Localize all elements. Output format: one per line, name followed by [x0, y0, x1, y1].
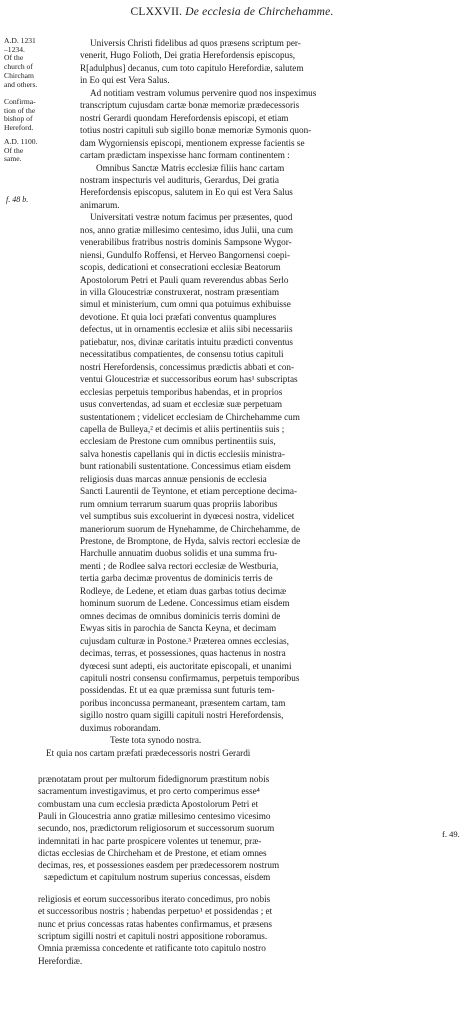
- text-line: scriptum sigilli nostri et capituli nostri appositione roboramus.: [38, 930, 268, 941]
- text-line: defectus, ut in ornamentis ecclesiæ et aliis sibi necessariis: [80, 324, 293, 335]
- text-line: poribus inconcussa permaneant, præsentem cartam, tam: [80, 697, 286, 708]
- text-line: capella de Bulleya,² et decimis et aliis pertinentiis suis ;: [80, 423, 285, 434]
- text-line: animarum.: [80, 199, 120, 210]
- text-line: Apostolorum Petri et Pauli quam reverendus abbas Serlo: [80, 274, 289, 285]
- text-line: Ad notitiam vestram volumus pervenire quod nos inspeximus: [90, 87, 317, 98]
- margin-note-line: Of the: [4, 53, 24, 63]
- text-line: Et quia nos cartam præfati prædecessoris nostri Gerardi: [46, 747, 251, 758]
- folio-marker-left: [6, 195, 28, 204]
- charter-title: De ecclesia de Chirchehamme.: [185, 6, 334, 18]
- text-line: in villa Gloucestriæ construxerat, nostram præsentiam: [80, 287, 280, 297]
- text-line: cujusdam culturæ in Postone.³ Præterea omnes ecclesias,: [80, 635, 289, 646]
- text-line: possidendas. Et ut ea quæ præmissa sunt futuris tem-: [80, 685, 275, 696]
- text-line: simul et ministerium, cum omni qua potuimus exhibuisse: [80, 299, 291, 310]
- text-line: salva honestis capellanis qui in dictis ecclesiis ministra-: [80, 448, 285, 459]
- text-line: niensi, Gundulfo Roffensi, et Herveo Bangornensi coepi-: [80, 249, 291, 260]
- text-line: in Eo qui est Vera Salus.: [80, 75, 170, 86]
- text-line: bunt rationabili sustentatione. Concessimus etiam eisdem: [80, 461, 291, 472]
- text-line: nunc et prius concessas ratas habentes confirmamus, et præsens: [38, 918, 272, 929]
- text-line: indemnitati in hac parte prospicere volentes ut tenemur, præ-: [38, 835, 262, 846]
- text-line: Universitati vestræ notum facimus per præsentes, quod: [90, 212, 293, 223]
- text-line: maneriorum suorum de Hynehamme, de Chirchehamme, de: [80, 523, 300, 534]
- text-line: prænotatam prout per multorum fidedignorum præstitum nobis: [38, 774, 270, 784]
- text-line: dyœcesi sunt adepti, eis auctoritate episcopali, et unanimi: [80, 660, 292, 671]
- folio-marker-right: f. 49.: [442, 829, 460, 839]
- text-line: decimas, terras, et possessiones, quas hactenus in nostra: [80, 648, 286, 659]
- text-line: patiebatur, nos, divinæ caritatis intuitu prædicti conventus: [80, 336, 293, 347]
- text-line: rum omnium terrarum suarum quas propriis laboribus: [80, 498, 278, 509]
- charter-number: CLXXVII.: [130, 6, 183, 18]
- text-line: vel sumptibus suis excoluerint in dyœcesi nostra, videlicet: [80, 511, 295, 522]
- text-line: dam Wygorniensis episcopi, mentionem expresse facientis se: [80, 137, 305, 148]
- margin-note: [4, 98, 70, 133]
- text-line: sigillo nostro quam sigilli capituli nostri Herefordensis,: [80, 710, 284, 721]
- text-line: nos, anno gratiæ millesimo centesimo, idus Julii, una cum: [80, 224, 294, 235]
- margin-note: [4, 37, 70, 89]
- text-line: Rodleye, de Ledene, et etiam duas garbas totius decimæ: [80, 585, 287, 596]
- page-heading: [0, 6, 464, 18]
- margin-note-line: same.: [4, 154, 22, 164]
- text-line: usus convertendas, ad suam et ecclesiæ suæ perpetuam: [80, 399, 283, 410]
- text-line: nostri Gerardi quondam Herefordensis episcopi, et etiam: [80, 112, 289, 123]
- text-line: religiosis et eorum successoribus iterato concedimus, pro nobis: [38, 894, 271, 904]
- text-line: venerabilibus fratribus nostris dominis Sampsone Wygor-: [80, 237, 292, 248]
- text-line: R[adulphus] decanus, cum toto capitulo Herefordiæ, salutem: [80, 62, 304, 73]
- text-line: necessitatibus compatientes, de consensu totius capituli: [80, 349, 284, 360]
- text-line: religiosis duas marcas annuæ pensionis de ecclesia: [80, 473, 267, 484]
- text-line: ecclesiam de Prestone cum omnibus pertinentiis suis,: [80, 436, 276, 447]
- text-line: devotione. Et quia loci præfati conventus quamplures: [80, 311, 277, 322]
- text-line: scopis, dedicationi et consecrationi ecclesiæ Beatorum: [80, 262, 281, 273]
- margin-note: [4, 138, 70, 164]
- text-line: sustentationem ; videlicet ecclesiam de Chirchehamme cum: [80, 411, 300, 422]
- text-line: sæpedictum et capitulum nostrum superius concessas, eisdem: [44, 872, 271, 883]
- text-line: Pauli in Gloucestria anno gratiæ millesimo centesimo vicesimo: [38, 810, 271, 821]
- margin-note-line: Of the: [4, 145, 24, 155]
- text-line: Ewyas sitis in parochia de Sancta Keyna, et decimam: [80, 623, 277, 634]
- text-line: nostri Herefordensis, concessimus prædictis abbati et con-: [80, 361, 295, 372]
- margin-note-line: Confirma-: [4, 97, 36, 106]
- text-line: Omnibus Sanctæ Matris ecclesiæ filiis hanc cartam: [96, 162, 285, 173]
- text-line: Sancti Laurentii de Teyntone, et etiam perceptione decima-: [80, 486, 298, 497]
- text-line: Universis Christi fidelibus ad quos præsens scriptum per-: [90, 38, 301, 48]
- margin-note-line: Hereford.: [4, 123, 34, 133]
- margin-note-line: and others.: [4, 79, 38, 89]
- margin-note-line: Chircham: [4, 70, 34, 80]
- text-line: tertia garba decimæ proventus de dominicis terris de: [80, 573, 273, 584]
- text-line: Herefordiæ.: [38, 955, 83, 966]
- text-line: capituli nostri consensu confirmamus, perpetuis temporibus: [80, 672, 300, 683]
- text-line: ecclesias perpetuis temporibus habendas, et in proprios: [80, 386, 283, 397]
- text-line: Harchulle annuatim duobus solidis et una summa fru-: [80, 548, 278, 559]
- text-line: cartam prædictam inspexisse hanc formam continentem :: [80, 150, 290, 161]
- text-line: secundo, nos, prædictorum religiosorum et successorum suorum: [38, 823, 275, 834]
- text-line: duximus roborandam.: [80, 722, 161, 733]
- text-line: Herefordensis episcopus, salutem in Eo qui est Vera Salus: [80, 187, 293, 198]
- text-line: combustam una cum ecclesia prædicta Apostolorum Petri et: [38, 798, 259, 809]
- text-line: Prestone, de Bromptone, de Hyda, salvis rectori ecclesiæ de: [80, 536, 301, 546]
- margin-note-line: bishop of: [4, 114, 33, 124]
- text-line: sacramentum investigavimus, et pro certo comperimus esse⁴: [38, 786, 260, 797]
- text-line: transcriptum cujusdam cartæ bonæ memoriæ prædecessoris: [80, 100, 300, 111]
- margin-note-line: f. 48 b.: [6, 195, 29, 204]
- margin-note-line: –1234.: [4, 44, 25, 54]
- text-line: ventui Gloucestriæ et successoribus eorum has¹ subscriptas: [80, 374, 298, 385]
- text-line: decimas, res, et possessiones easdem per prædecessorem nostrum: [38, 860, 280, 871]
- text-line: menti ; de Rodlee salva rectori ecclesiæ de Westburia,: [80, 560, 279, 571]
- margin-note-line: tion of the: [4, 105, 36, 115]
- text-line: nostram inspecturis vel audituris, Gerardus, Dei gratia: [80, 174, 280, 185]
- text-line: dictas ecclesias de Chircheham et de Prestone, et etiam omnes: [38, 847, 267, 858]
- margin-note-line: church of: [4, 62, 33, 72]
- text-line: totius nostri capituli sub sigillo bonæ memoriæ Symonis quon-: [80, 125, 312, 136]
- text-line: venerit, Hugo Folioth, Dei gratia Herefordensis episcopus,: [80, 50, 296, 61]
- margin-note-line: A.D. 1100.: [4, 137, 38, 146]
- margin-note-line: A.D. 1231: [4, 36, 36, 45]
- text-line: Teste tota synodo nostra.: [110, 735, 202, 746]
- text-line: Omnia præmissa concedente et ratificante toto capitulo nostro: [38, 943, 266, 954]
- text-line: omnes decimas de omnibus dominicis terris domini de: [80, 610, 281, 621]
- text-line: et successoribus nostris ; habendas perpetuo¹ et possidendas ; et: [38, 906, 273, 917]
- text-line: hominum suorum de Ledene. Concessimus etiam eisdem: [80, 598, 290, 609]
